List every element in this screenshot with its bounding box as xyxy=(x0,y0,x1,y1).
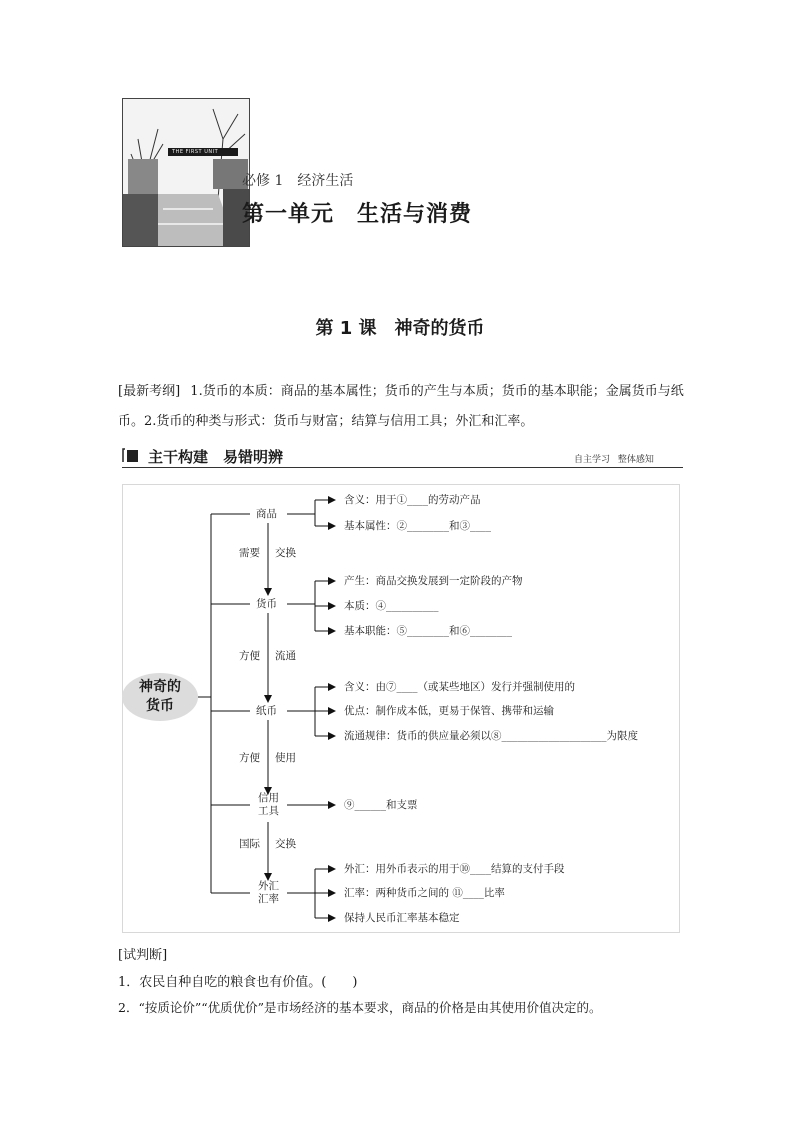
node-credit-tools xyxy=(258,792,279,818)
link-2-left: 方便 xyxy=(239,650,260,662)
section-title: 主干构建 易错明辨 xyxy=(148,448,284,466)
unit-title: 第一单元 生活与消费 xyxy=(242,202,473,227)
currency-origin: 产生：商品交换发展到一定阶段的产物 xyxy=(344,575,523,587)
commodity-definition: 含义：用于①____的劳动产品 xyxy=(344,494,481,506)
currency-essence: 本质：④__________ xyxy=(344,600,439,612)
cover-tag: THE FIRST UNIT xyxy=(168,148,238,156)
section-tag-overview: 整体感知 xyxy=(617,455,654,465)
center-node-line-2: 货币 xyxy=(146,698,174,714)
outline-tag: [最新考纲] xyxy=(118,384,181,399)
lesson-title: 第 1 课 神奇的货币 xyxy=(315,318,485,339)
exchange-rate-definition: 汇率：两种货币之间的 ⑪____比率 xyxy=(344,887,505,899)
link-1-right: 交换 xyxy=(275,547,296,559)
currency-functions: 基本职能：⑤________和⑥________ xyxy=(344,625,512,637)
node-currency: 货币 xyxy=(256,598,277,610)
paper-money-circulation-law: 流通规律：货币的供应量必须以⑧____________________为限度 xyxy=(344,730,638,742)
rmb-stability: 保持人民币汇率基本稳定 xyxy=(344,912,460,924)
subtitle: 必修 1 经济生活 xyxy=(242,173,354,189)
node-credit-tools-line-1: 信用 xyxy=(258,792,279,804)
link-1-left: 需要 xyxy=(239,547,260,559)
center-node-line-1: 神奇的 xyxy=(139,679,181,695)
center-node xyxy=(122,678,198,716)
node-forex-line-2: 汇率 xyxy=(258,893,279,905)
judgement-heading: [试判断] xyxy=(118,948,168,963)
judgement-item-2: 2．“按质论价”“优质优价”是市场经济的基本要求，商品的价格是由其使用价值决定的。 xyxy=(118,1000,602,1015)
link-2-right: 流通 xyxy=(275,650,296,662)
node-commodity: 商品 xyxy=(256,508,277,520)
node-forex xyxy=(258,880,279,906)
link-4-right: 交换 xyxy=(275,838,296,850)
node-paper-money: 纸币 xyxy=(256,705,277,717)
paper-money-advantages: 优点：制作成本低，更易于保管、携带和运输 xyxy=(344,705,554,717)
credit-tools-item: ⑨______和支票 xyxy=(344,799,418,811)
node-forex-line-1: 外汇 xyxy=(258,880,279,892)
section-tag-self-study: 自主学习 xyxy=(574,455,611,465)
commodity-attributes: 基本属性：②________和③____ xyxy=(344,520,491,532)
link-3-right: 使用 xyxy=(275,752,296,764)
outline-text: 1.货币的本质：商品的基本属性；货币的产生与本质；货币的基本职能；金属货币与纸币。2.货币的种类与形式：货币与财富；结算与信用工具；外汇和汇率。 xyxy=(118,384,684,429)
paper-money-definition: 含义：由⑦____（或某些地区）发行并强制使用的 xyxy=(344,681,575,693)
forex-definition: 外汇：用外币表示的用于⑩____结算的支付手段 xyxy=(344,863,565,875)
node-credit-tools-line-2: 工具 xyxy=(258,805,279,817)
link-4-left: 国际 xyxy=(239,838,260,850)
link-3-left: 方便 xyxy=(239,752,260,764)
judgement-item-1: 1．农民自种自吃的粮食也有价值。( ) xyxy=(118,975,358,990)
